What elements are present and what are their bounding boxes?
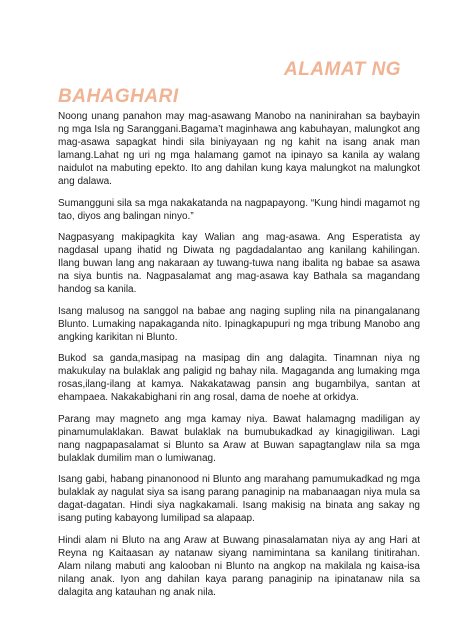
paragraph: Isang malusog na sanggol na babae ang naging supling nila na pinangalanang Blunto. Lumaking napakaganda nito. Ipinagkapupuri ng mga tribung Manobo ang angking karikitan ni Blunto. xyxy=(58,305,420,343)
paragraph: Isang gabi, habang pinanonood ni Blunto ang marahang pamumukadkad ng mga bulaklak ay nagulat siya sa isang parang panaginip na mabanaagan niya mula sa dagat-dagatan. Hindi siya nagkakamali. Isang makisig na binata ang sakay ng isang puting kabayong lumilipad sa alapaap. xyxy=(58,474,420,524)
paragraph: Nagpasyang makipagkita kay Walian ang mag-asawa. Ang Esperatista ay nagdasal upang ihatid ng Diwata ng pagdadalantao ang kanilang kahilingan. Ilang buwan lang ang nakaraan ay tuwang-tuwa nang ibalita ng babae sa asawa na siya buntis na. Nagpasalamat ang mag-asawa kay Bathala sa magandang handog sa kanila. xyxy=(58,232,420,295)
paragraph: Noong unang panahon may mag-asawang Manobo na naninirahan sa baybayin ng mga Isla ng Saranggani.Bagama’t maginhawa ang kabuhayan, malungkot ang mag-asawa sapagkat hindi sila biniyayaan ng ng kahit na isang anak man lamang.Lahat ng uri ng mga halamang gamot na ipinayo sa kanila ay walang naidulot na mabuting epekto. Ito ang dahilan kung kaya malungkot na malungkot ang dalawa. xyxy=(58,111,420,187)
paragraph: Sumangguni sila sa mga nakakatanda na nagpapayong. “Kung hindi magamot ng tao, diyos ang balingan ninyo.” xyxy=(58,197,420,222)
document-body xyxy=(58,110,420,607)
paragraph: Bukod sa ganda,masipag na masipag din ang dalagita. Tinamnan niya ng makukulay na bulaklak ang paligid ng bahay nila. Magaganda ang lumaking mga rosas,ilang-ilang at kamya. Nakakatawag pansin ang bugambilya, santan at ehampaea. Nakakabighani rin ang rosal, dama de noehe at orkidya. xyxy=(58,353,420,403)
document-title: ALAMAT NG BAHAGHARI xyxy=(58,59,402,107)
paragraph: Hindi alam ni Bluto na ang Araw at Buwang pinasalamatan niya ay ang Hari at Reyna ng Kaitaasan ay natanaw siyang namimintana sa kanilang tinitirahan. Alam nilang mabuti ang kalooban ni Blunto na angkop na makilala ng kaisa-isa nilang anak. Iyon ang dahilan kaya parang panaginip na ipinatanaw nila sa dalagita ang katauhan ng anak nila. xyxy=(58,534,420,598)
paragraph: Parang may magneto ang mga kamay niya. Bawat halamagng madiligan ay pinamumulaklakan. Bawat bulaklak na bumubukadkad ay kinagigiliwan. Lagi nang nagpapasalamat si Blunto sa Araw at Buwan sapagtanglaw nila sa mga bulaklak dumilim man o lumiwanag. xyxy=(58,413,420,464)
